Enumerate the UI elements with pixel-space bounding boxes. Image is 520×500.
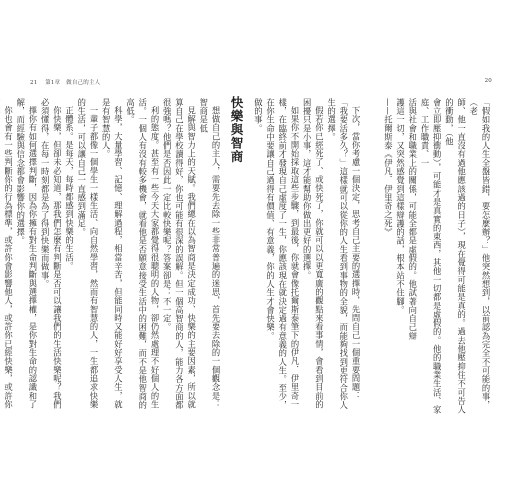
right-page	[253, 78, 492, 423]
paragraph: 正體系。是每天，每時都感到快樂的生活。	[64, 106, 75, 271]
page-number-right: 20	[484, 78, 492, 84]
paragraph: 科學，大量學習、記憶、理解過程，相當辛苦，但能同時又能好好享受人生，就是有智慧的人。	[101, 98, 124, 410]
paragraph: 利的態度。甚至有一些今天大家都覺得很聰明的人物，卻仍然處理不好個人的生活。一個人有沒有較多機會，就看他是否願意接受生活中的困難，而不是他智商的高低。	[125, 98, 160, 410]
paragraph: 一輩子都像一個學生一樣生活、向自然學習，然而有智慧的人，一生都追求快樂的生活，可以讓自己一直感到滿足。	[76, 98, 99, 410]
chapter-label: 第1章	[45, 80, 61, 86]
quote-attribution: ——托爾斯泰《伊凡．伊里奇之死》	[383, 98, 394, 237]
quote-paragraph: 師、他一直沒有過他應該過的日子），現在覺得可能是真的。過去他壓抑住不可告人的衝動，（他	[444, 98, 467, 414]
paragraph: 見解與智力上的天賦。我們總在以為智商是決定成功、快樂的主要因素，所以就算自己在學校讀得好，你也可能有很深的誤解。但一個高智商的人，能力各方面都很強嗎？他們是否因此一定比較快樂呢？答案卻是：不一定。	[162, 98, 197, 410]
running-head-right	[485, 78, 492, 84]
paragraph: 你也會有一些判斷你的行為標準，或許你會影響他人，或許你已經快樂，或許你	[3, 106, 14, 410]
paragraph: 如果你不開始採取這些步驟，到最後，你就會像托爾斯泰筆下的伊凡．伊里奇一樣，在臨終前才發現自己虛度了一生，你應該現在就決定過有意義的人生。至少，在你生命中要讓自己過得有價值、有意義，你的人生才會快樂。	[265, 98, 300, 410]
left-page	[3, 78, 260, 423]
running-head-left	[30, 78, 100, 86]
paragraph: 做的事。	[253, 98, 264, 133]
section-title: 快樂與智商	[229, 96, 244, 164]
page-number-left: 21	[30, 80, 38, 86]
quote-paragraph: 護這一切，又突然感覺到這樣辯護的話，根本站不住腳。	[395, 98, 406, 315]
quote-block	[370, 98, 492, 416]
quote-paragraph: 「假如我的人生全盤皆錯，要怎麼辦？」他突然想到，以前認為完全不可能的事，（老	[468, 98, 491, 410]
paragraph: 下次，當你考慮一個決定，思考自己主要的選擇時，先問自己一個重要問題：「我要活多久？」這樣就可以從你的人生看到事物的全貌，而能夠找到更符合你人生的選擇。	[326, 98, 361, 410]
chapter-running-title: 做自己的主人	[66, 80, 101, 86]
quote-paragraph: 會立即壓抑衝動），可能才是真實的東西，其他一切都是虛假的。他的職業生活、家庭、工作職責、一	[419, 98, 443, 414]
paragraph: 你快樂，但卻未必知道，那我們怎麼有判斷是否可以讓我們的生活快樂呢？我們必須懂得，在每一時刻都是為了得到快樂而做事。	[40, 98, 63, 410]
left-body-text	[3, 98, 222, 416]
paragraph: 想做自己的主人，需要先去除一些非常普遍的迷思，首先要去除的一個觀念是：智商是低	[198, 98, 221, 410]
quote-paragraph: 活與社會和職業上的關係，可能全都是虛假的。他試著向自己辯	[407, 98, 418, 341]
paragraph: 假若你已經死了、或快死了，你就可以以更寬廣的觀點來看事情，會看到目前的困擾只是小事，這才能幫助你做出更好的選擇。	[302, 98, 325, 410]
paragraph: 擇你有如何選擇判斷，因為你擁有對生命判斷與選擇權，是你對生命的認識和了解，而經驗與信念都會影響你的選擇。	[15, 98, 38, 410]
right-body-text	[253, 98, 362, 416]
